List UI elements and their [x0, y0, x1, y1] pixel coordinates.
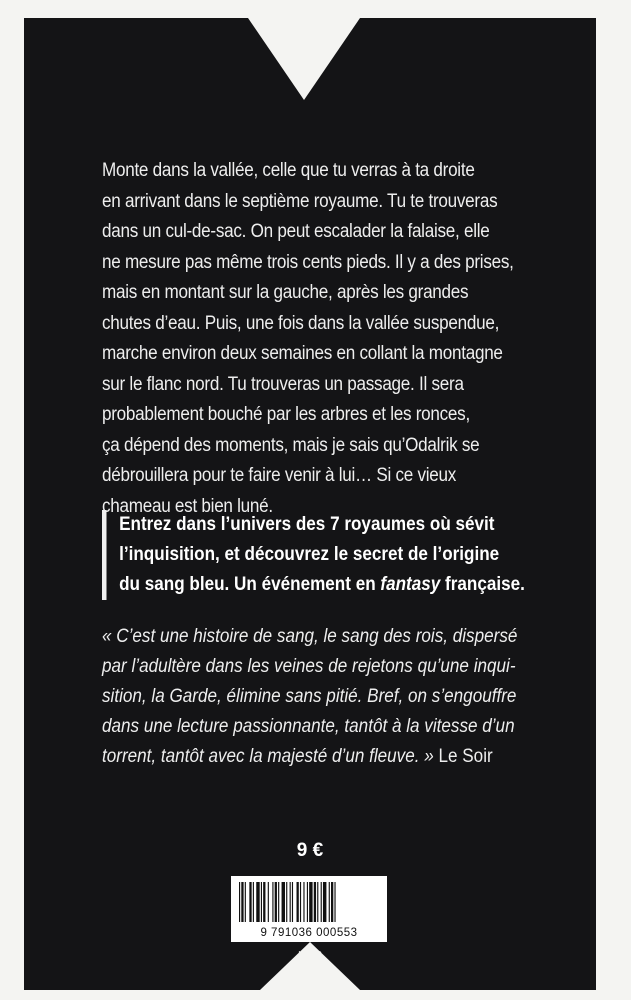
excerpt-line: dans un cul-de-sac. On peut escalader la falaise, elle: [102, 221, 490, 242]
barcode-number: 9 791036 000553: [260, 927, 358, 939]
review-line: dans une lecture passionnante, tantôt à la vitesse d’un: [102, 716, 515, 737]
excerpt-line: sur le flanc nord. Tu trouveras un passage. Il sera: [102, 373, 464, 395]
pitch-block: [102, 510, 587, 600]
excerpt-line: chutes d’eau. Puis, une fois dans la vallée suspendue,: [102, 312, 500, 334]
back-cover: [24, 18, 596, 990]
review-quote: torrent, tantôt avec la majesté d’un fleuve. »: [102, 746, 434, 767]
excerpt-line: ne mesure pas même trois cents pieds. Il y a des prises,: [102, 251, 514, 273]
excerpt-line: chameau est bien luné.: [102, 495, 273, 517]
press-review: [102, 622, 570, 772]
excerpt-line: Monte dans la vallée, celle que tu verras à ta droite: [102, 160, 475, 181]
excerpt-line: ça dépend des moments, mais je sais qu’Odalrik se: [102, 434, 480, 456]
review-source: Le Soir: [438, 746, 493, 767]
review-line: par l’adultère dans les veines de rejetons qu’une inqui-: [102, 656, 516, 677]
excerpt-line: marche environ deux semaines en collant la montagne: [102, 343, 503, 364]
bottom-notch: [260, 942, 360, 990]
excerpt-line: probablement bouché par les arbres et les ronces,: [102, 404, 470, 425]
excerpt-line: débrouillera pour te faire venir à lui… Si ce vieux: [102, 465, 457, 486]
excerpt-line: mais en montant sur la gauche, après les grandes: [102, 282, 469, 303]
excerpt-text: [102, 156, 570, 522]
review-line: [102, 742, 570, 772]
pitch-text: française.: [440, 574, 525, 595]
review-line: « C’est une histoire de sang, le sang des rois, dispersé: [102, 626, 518, 647]
pitch-line: l’inquisition, et découvrez le secret de l’origine: [119, 544, 500, 565]
pitch-line: Entrez dans l’univers des 7 royaumes où sévit: [119, 514, 495, 535]
review-line: sition, la Garde, élimine sans pitié. Bref, on s’engouffre: [102, 686, 517, 707]
pitch-genre: fantasy: [380, 574, 441, 595]
pitch-text: du sang bleu. Un événement en: [119, 574, 381, 595]
price-label: 9 €: [296, 840, 324, 861]
pitch-line: [119, 570, 587, 600]
barcode-bars: [237, 882, 381, 922]
top-notch: [248, 18, 360, 100]
barcode: [231, 876, 387, 942]
excerpt-line: en arrivant dans le septième royaume. Tu te trouveras: [102, 190, 498, 212]
catalog-code: IX-20: [298, 950, 322, 961]
